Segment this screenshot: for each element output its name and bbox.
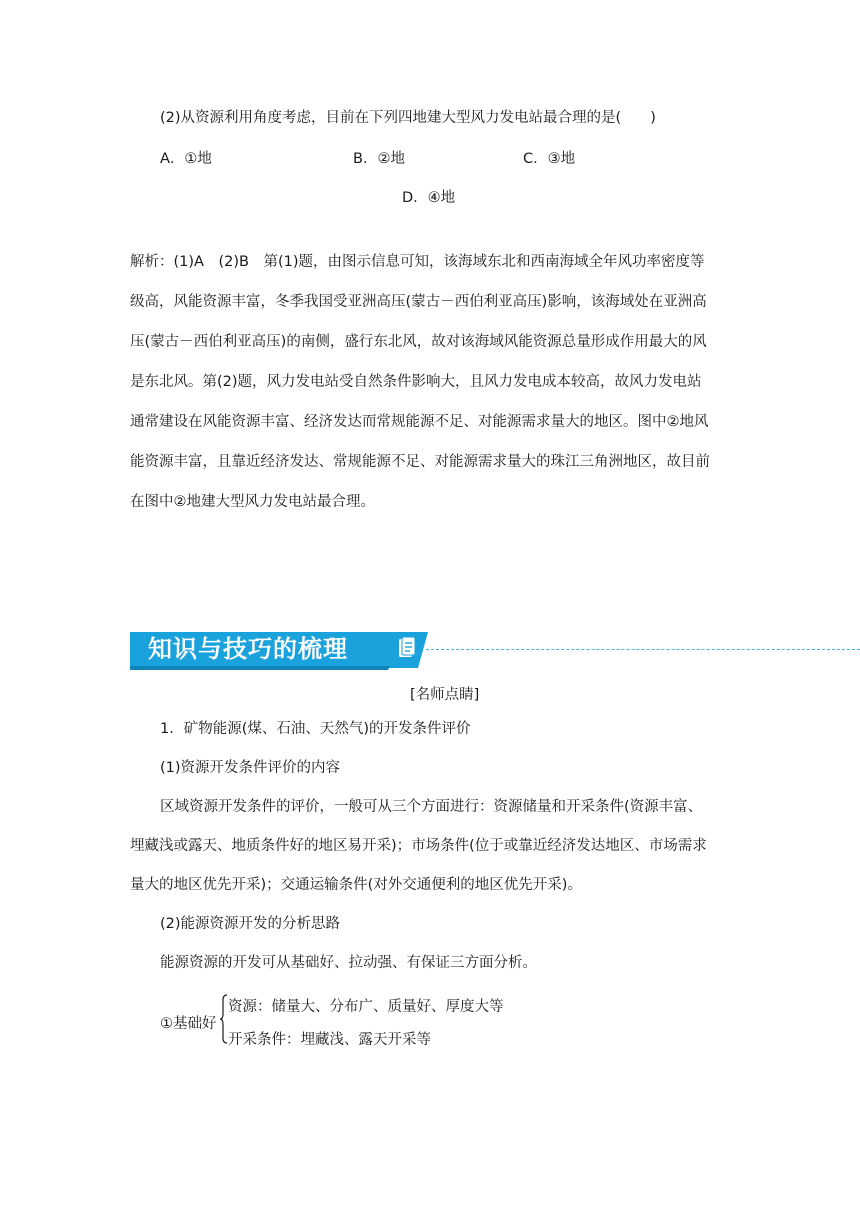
option-c: C．③地 xyxy=(523,151,576,167)
heading-2: (1)资源开发条件评价的内容 xyxy=(160,760,341,776)
brace-label: ①基础好 xyxy=(160,1016,217,1032)
brace-item: 开采条件：埋藏浅、露天开采等 xyxy=(228,1032,431,1048)
section-body xyxy=(130,710,740,983)
option-b: B．②地 xyxy=(353,151,405,167)
section-banner xyxy=(130,630,860,670)
body-line: 能源资源的开发可从基础好、拉动强、有保证三方面分析。 xyxy=(160,955,537,971)
analysis-line: 能资源丰富，且靠近经济发达、常规能源不足、对能源需求量大的珠江三角洲地区，故目前 xyxy=(130,454,710,470)
section-subtitle: [名师点睛] xyxy=(410,687,480,703)
analysis-line: 级高，风能资源丰富，冬季我国受亚洲高压(蒙古－西伯利亚高压)影响，该海域处在亚洲高 xyxy=(130,294,707,310)
document-icon xyxy=(398,636,416,660)
body-line: 区域资源开发条件的评价，一般可从三个方面进行：资源储量和开采条件(资源丰富、 xyxy=(160,799,703,815)
analysis-paragraph xyxy=(130,242,740,522)
body-line: 埋藏浅或露天、地质条件好的地区易开采)；市场条件(位于或靠近经济发达地区、市场需求 xyxy=(130,838,707,854)
body-line: 量大的地区优先开采)；交通运输条件(对外交通便利的地区优先开采)。 xyxy=(130,877,582,893)
banner-dashed-line xyxy=(426,649,860,650)
question-stem: (2)从资源利用角度考虑，目前在下列四地建大型风力发电站最合理的是( ) xyxy=(160,110,656,126)
option-a: A．①地 xyxy=(160,151,212,167)
brace-item: 资源：储量大、分布广、质量好、厚度大等 xyxy=(228,999,504,1015)
analysis-line: 压(蒙古－西伯利亚高压)的南侧，盛行东北风，故对该海域风能资源总量形成作用最大的风 xyxy=(130,334,707,350)
analysis-line: 通常建设在风能资源丰富、经济发达而常规能源不足、对能源需求量大的地区。图中②地风 xyxy=(130,414,709,430)
analysis-line: 是东北风。第(2)题，风力发电站受自然条件影响大，且风力发电成本较高，故风力发电站 xyxy=(130,374,702,390)
heading-1: 1．矿物能源(煤、石油、天然气)的开发条件评价 xyxy=(160,721,471,737)
analysis-line: 在图中②地建大型风力发电站最合理。 xyxy=(130,494,375,510)
heading-3: (2)能源资源开发的分析思路 xyxy=(160,916,341,932)
option-d: D．④地 xyxy=(402,190,456,206)
analysis-line: 解析：(1)A (2)B 第(1)题，由图示信息可知，该海域东北和西南海域全年风功率密度等 xyxy=(130,254,705,270)
banner-title: 知识与技巧的梳理 xyxy=(148,635,348,663)
